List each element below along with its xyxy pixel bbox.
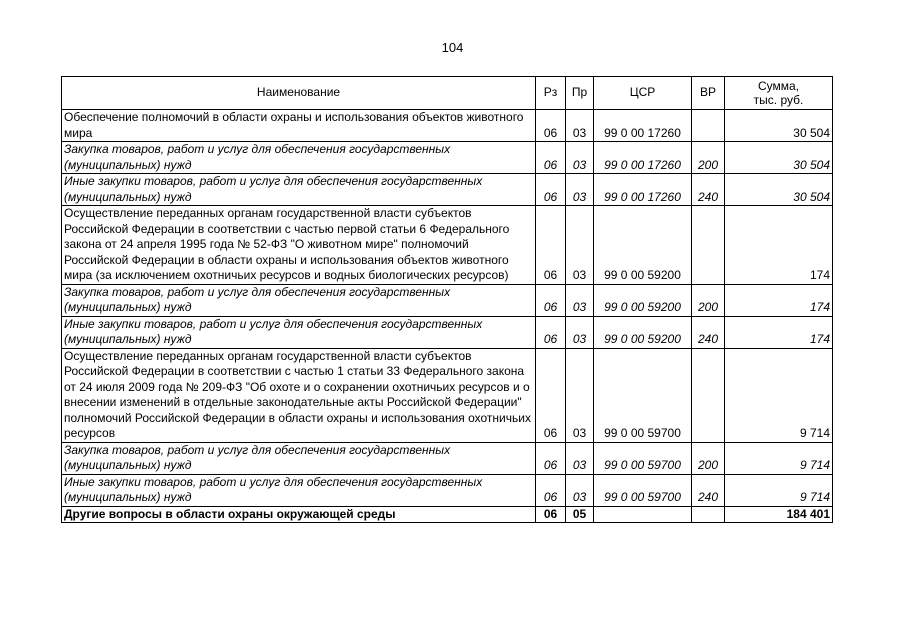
row-vr <box>692 348 725 442</box>
header-pr: Пр <box>566 77 594 110</box>
header-rz: Рз <box>536 77 566 110</box>
header-csr: ЦСР <box>594 77 692 110</box>
table-row <box>62 316 833 348</box>
row-csr: 99 0 00 59200 <box>594 284 692 316</box>
row-csr: 99 0 00 59700 <box>594 442 692 474</box>
table-row <box>62 142 833 174</box>
row-sum: 9 714 <box>725 474 833 506</box>
row-vr <box>692 110 725 142</box>
table-row <box>62 284 833 316</box>
row-sum: 174 <box>725 206 833 285</box>
row-vr: 200 <box>692 284 725 316</box>
row-pr: 03 <box>566 284 594 316</box>
budget-table <box>61 76 833 523</box>
row-sum: 30 504 <box>725 110 833 142</box>
row-rz: 06 <box>536 348 566 442</box>
row-name: Закупка товаров, работ и услуг для обеспечения государственных (муниципальных) нужд <box>62 442 536 474</box>
row-csr <box>594 506 692 523</box>
row-sum: 174 <box>725 316 833 348</box>
row-pr: 05 <box>566 506 594 523</box>
row-vr <box>692 506 725 523</box>
table-row <box>62 206 833 285</box>
page-number: 104 <box>441 40 464 55</box>
row-name: Иные закупки товаров, работ и услуг для обеспечения государственных (муниципальных) нужд <box>62 174 536 206</box>
row-pr: 03 <box>566 442 594 474</box>
row-sum: 174 <box>725 284 833 316</box>
row-name: Закупка товаров, работ и услуг для обеспечения государственных (муниципальных) нужд <box>62 142 536 174</box>
row-rz: 06 <box>536 284 566 316</box>
row-rz: 06 <box>536 110 566 142</box>
row-name: Осуществление переданных органам государственной власти субъектов Российской Федерации в соответствии с частью первой статьи 6 Федерального закона от 24 апреля 1995 года № 52-ФЗ "О животном мире" полномочий Российской Федерации в области охраны и использования объектов животного мира (за исключением охотничьих ресурсов и водных биологических ресурсов) <box>62 206 536 285</box>
row-rz: 06 <box>536 506 566 523</box>
table-row <box>62 174 833 206</box>
row-csr: 99 0 00 59700 <box>594 474 692 506</box>
header-sum-line1: Сумма, <box>757 79 800 93</box>
row-csr: 99 0 00 59700 <box>594 348 692 442</box>
row-vr: 200 <box>692 442 725 474</box>
row-sum: 9 714 <box>725 442 833 474</box>
row-pr: 03 <box>566 110 594 142</box>
header-name: Наименование <box>62 77 536 110</box>
row-vr: 240 <box>692 474 725 506</box>
row-vr: 240 <box>692 316 725 348</box>
row-pr: 03 <box>566 206 594 285</box>
table-row <box>62 442 833 474</box>
header-sum-line2: тыс. руб. <box>753 93 804 107</box>
row-rz: 06 <box>536 174 566 206</box>
table-row <box>62 110 833 142</box>
row-sum: 30 504 <box>725 174 833 206</box>
row-rz: 06 <box>536 206 566 285</box>
row-name: Другие вопросы в области охраны окружающей среды <box>62 506 536 523</box>
row-csr: 99 0 00 17260 <box>594 142 692 174</box>
row-sum: 184 401 <box>725 506 833 523</box>
row-sum: 30 504 <box>725 142 833 174</box>
header-vr: ВР <box>692 77 725 110</box>
row-vr: 200 <box>692 142 725 174</box>
row-name: Закупка товаров, работ и услуг для обеспечения государственных (муниципальных) нужд <box>62 284 536 316</box>
row-pr: 03 <box>566 142 594 174</box>
table-row <box>62 348 833 442</box>
row-rz: 06 <box>536 316 566 348</box>
row-rz: 06 <box>536 474 566 506</box>
row-csr: 99 0 00 17260 <box>594 110 692 142</box>
row-csr: 99 0 00 59200 <box>594 316 692 348</box>
row-sum: 9 714 <box>725 348 833 442</box>
row-name: Обеспечение полномочий в области охраны и использования объектов животного мира <box>62 110 536 142</box>
row-pr: 03 <box>566 474 594 506</box>
header-sum <box>725 77 833 110</box>
row-name: Иные закупки товаров, работ и услуг для обеспечения государственных (муниципальных) нужд <box>62 474 536 506</box>
row-csr: 99 0 00 17260 <box>594 174 692 206</box>
row-vr: 240 <box>692 174 725 206</box>
row-pr: 03 <box>566 174 594 206</box>
row-csr: 99 0 00 59200 <box>594 206 692 285</box>
row-pr: 03 <box>566 316 594 348</box>
table-row <box>62 474 833 506</box>
row-name: Иные закупки товаров, работ и услуг для обеспечения государственных (муниципальных) нужд <box>62 316 536 348</box>
row-rz: 06 <box>536 442 566 474</box>
row-name: Осуществление переданных органам государственной власти субъектов Российской Федерации в соответствии с частью 1 статьи 33 Федерального закона от 24 июля 2009 года № 209-ФЗ "Об охоте и о сохранении охотничьих ресурсов и о внесении изменений в отдельные законодательные акты Российской Федерации" полномочий Российской Федерации в области охраны и использования охотничьих ресурсов <box>62 348 536 442</box>
row-pr: 03 <box>566 348 594 442</box>
table-row-total <box>62 506 833 523</box>
row-vr <box>692 206 725 285</box>
table-header-row <box>62 77 833 110</box>
row-rz: 06 <box>536 142 566 174</box>
